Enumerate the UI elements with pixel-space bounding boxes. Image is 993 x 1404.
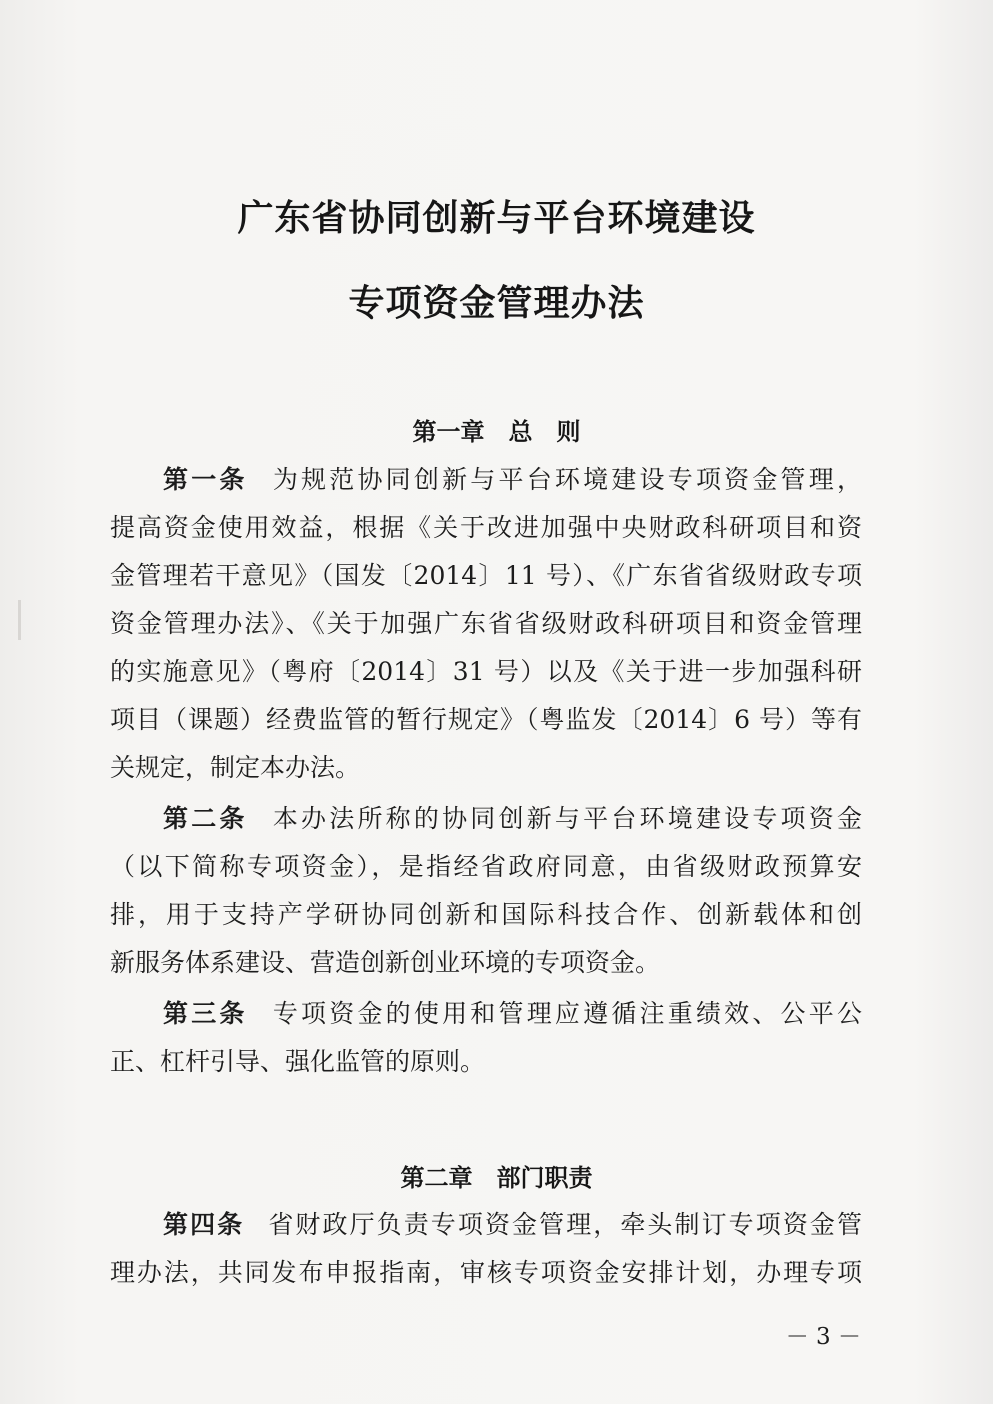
article-3-line-1: 第三条 专项资金的使用和管理应遵循注重绩效、公平公	[163, 999, 862, 1028]
article-1-line-7: 关规定，制定本办法。	[110, 753, 361, 782]
article-2-line-4: 新服务体系建设、营造创新创业环境的专项资金。	[110, 948, 661, 977]
article-3-line-2: 正、杠杆引导、强化监管的原则。	[110, 1047, 486, 1076]
document-title-line2: 专项资金管理办法	[348, 283, 645, 324]
article-2-line-1: 第二条 本办法所称的协同创新与平台环境建设专项资金	[163, 804, 862, 833]
article-4-label: 第四条	[163, 1210, 245, 1239]
article-1-line-5: 的实施意见》（粤府〔2014〕31 号）以及《关于进一步加强科研	[110, 657, 862, 686]
article-4-line-2: 理办法，共同发布申报指南，审核专项资金安排计划，办理专项	[110, 1258, 862, 1287]
document-title-line1: 广东省协同创新与平台环境建设	[237, 198, 756, 239]
article-2-line-2: （以下简称专项资金），是指经省政府同意，由省级财政预算安	[110, 852, 862, 881]
article-3-label: 第三条	[163, 999, 248, 1028]
page-number: － 3 －	[785, 1324, 861, 1350]
chapter-heading-1: 第一章 总 则	[412, 418, 581, 446]
chapter-heading-2: 第二章 部门职责	[400, 1164, 593, 1192]
article-2-label: 第二条	[163, 804, 248, 833]
article-1-line-4: 资金管理办法》、《关于加强广东省省级财政科研项目和资金管理	[110, 609, 862, 638]
article-1-line-1: 第一条 为规范协同创新与平台环境建设专项资金管理，	[163, 465, 862, 494]
article-2-line-3: 排，用于支持产学研协同创新和国际科技合作、创新载体和创	[110, 900, 862, 929]
article-1-line-6: 项目（课题）经费监管的暂行规定》（粤监发〔2014〕6 号）等有	[110, 705, 862, 734]
article-1-line-3: 金管理若干意见》（国发〔2014〕11 号）、《广东省省级财政专项	[110, 561, 862, 590]
article-1-label: 第一条	[163, 465, 248, 494]
article-4-line-1: 第四条 省财政厅负责专项资金管理，牵头制订专项资金管	[163, 1210, 862, 1239]
scan-mark	[18, 600, 21, 640]
article-1-line-2: 提高资金使用效益，根据《关于改进加强中央财政科研项目和资	[110, 513, 862, 542]
